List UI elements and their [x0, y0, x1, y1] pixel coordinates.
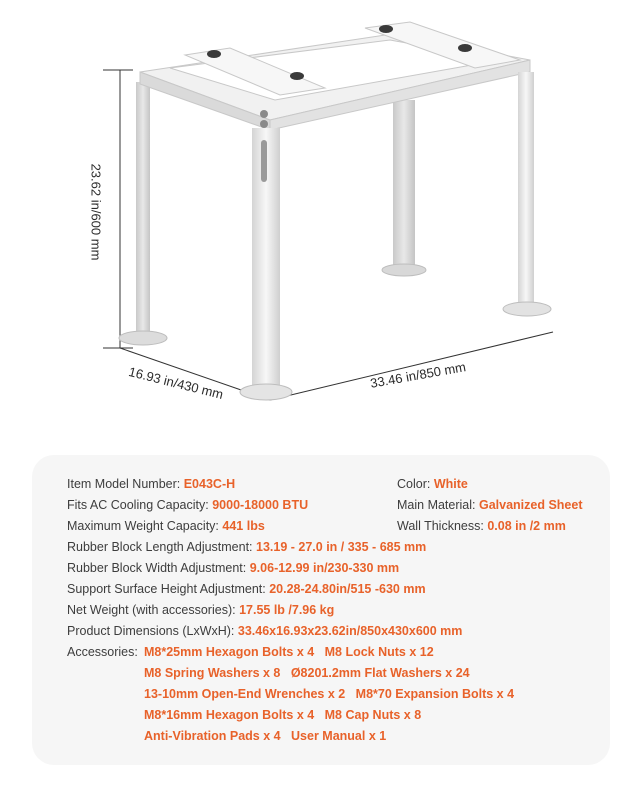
spec-model-value: E043C-H — [183, 477, 236, 491]
front-right-leg — [503, 72, 551, 316]
spec-material-value: Galvanized Sheet — [478, 498, 583, 512]
accessory-row-2 — [144, 665, 470, 681]
spec-length-adjustment-value: 13.19 - 27.0 in / 335 - 685 mm — [256, 540, 427, 554]
spec-thickness-value: 0.08 in /2 mm — [487, 519, 566, 533]
spec-net-weight-label: Net Weight (with accessories): — [67, 603, 236, 617]
spec-net-weight — [67, 602, 334, 618]
height-dimension-label: 23.62 in/600 mm — [88, 163, 104, 261]
spec-material-label: Main Material: — [397, 498, 476, 512]
accessory-item: M8 Spring Washers x 8 — [144, 666, 281, 680]
back-right-leg — [382, 100, 426, 276]
spec-model — [67, 476, 235, 492]
top-frame — [140, 22, 530, 130]
spec-color — [397, 476, 468, 492]
spec-length-adjustment-label: Rubber Block Length Adjustment: — [67, 540, 253, 554]
spec-capacity-label: Fits AC Cooling Capacity: — [67, 498, 209, 512]
spec-net-weight-value: 17.55 lb /7.96 kg — [239, 603, 335, 617]
accessory-item: M8*16mm Hexagon Bolts x 4 — [144, 708, 315, 722]
spec-max-weight-value: 441 lbs — [222, 519, 265, 533]
accessory-row-5 — [144, 728, 386, 744]
spec-card — [32, 455, 610, 765]
accessory-item: M8 Cap Nuts x 8 — [324, 708, 422, 722]
depth-dimension-label: 16.93 in/430 mm — [127, 364, 225, 402]
accessory-row-4 — [144, 707, 421, 723]
spec-thickness — [397, 518, 566, 534]
spec-dimensions-value: 33.46x16.93x23.62in/850x430x600 mm — [237, 624, 463, 638]
accessory-row-1 — [144, 644, 434, 660]
spec-max-weight-label: Maximum Weight Capacity: — [67, 519, 219, 533]
spec-max-weight — [67, 518, 265, 534]
dimension-lines — [103, 70, 553, 400]
spec-width-adjustment — [67, 560, 399, 576]
spec-width-adjustment-value: 9.06-12.99 in/230-330 mm — [249, 561, 400, 575]
spec-height-adjustment-label: Support Surface Height Adjustment: — [67, 582, 266, 596]
spec-dimensions — [67, 623, 462, 639]
spec-width-adjustment-label: Rubber Block Width Adjustment: — [67, 561, 247, 575]
spec-model-label: Item Model Number: — [67, 477, 181, 491]
accessory-item: M8 Lock Nuts x 12 — [324, 645, 434, 659]
accessory-item: M8*25mm Hexagon Bolts x 4 — [144, 645, 315, 659]
front-left-leg — [240, 110, 292, 400]
spec-color-label: Color: — [397, 477, 431, 491]
accessory-item: Ø8201.2mm Flat Washers x 24 — [290, 666, 470, 680]
spec-height-adjustment-value: 20.28-24.80in/515 -630 mm — [269, 582, 426, 596]
spec-length-adjustment — [67, 539, 426, 555]
spec-material — [397, 497, 583, 513]
spec-capacity-value: 9000-18000 BTU — [212, 498, 309, 512]
width-dimension-label: 33.46 in/850 mm — [369, 359, 467, 391]
accessory-item: 13-10mm Open-End Wrenches x 2 — [144, 687, 346, 701]
spec-accessories-label: Accessories: — [67, 645, 138, 659]
spec-color-value: White — [433, 477, 468, 491]
accessory-item: M8*70 Expansion Bolts x 4 — [355, 687, 515, 701]
accessory-item: User Manual x 1 — [291, 729, 387, 743]
accessory-item: Anti-Vibration Pads x 4 — [144, 729, 281, 743]
spec-accessories — [67, 644, 138, 660]
spec-capacity — [67, 497, 308, 513]
accessory-row-3 — [144, 686, 514, 702]
spec-dimensions-label: Product Dimensions (LxWxH): — [67, 624, 235, 638]
spec-thickness-label: Wall Thickness: — [397, 519, 484, 533]
back-left-leg — [119, 82, 167, 345]
spec-height-adjustment — [67, 581, 426, 597]
